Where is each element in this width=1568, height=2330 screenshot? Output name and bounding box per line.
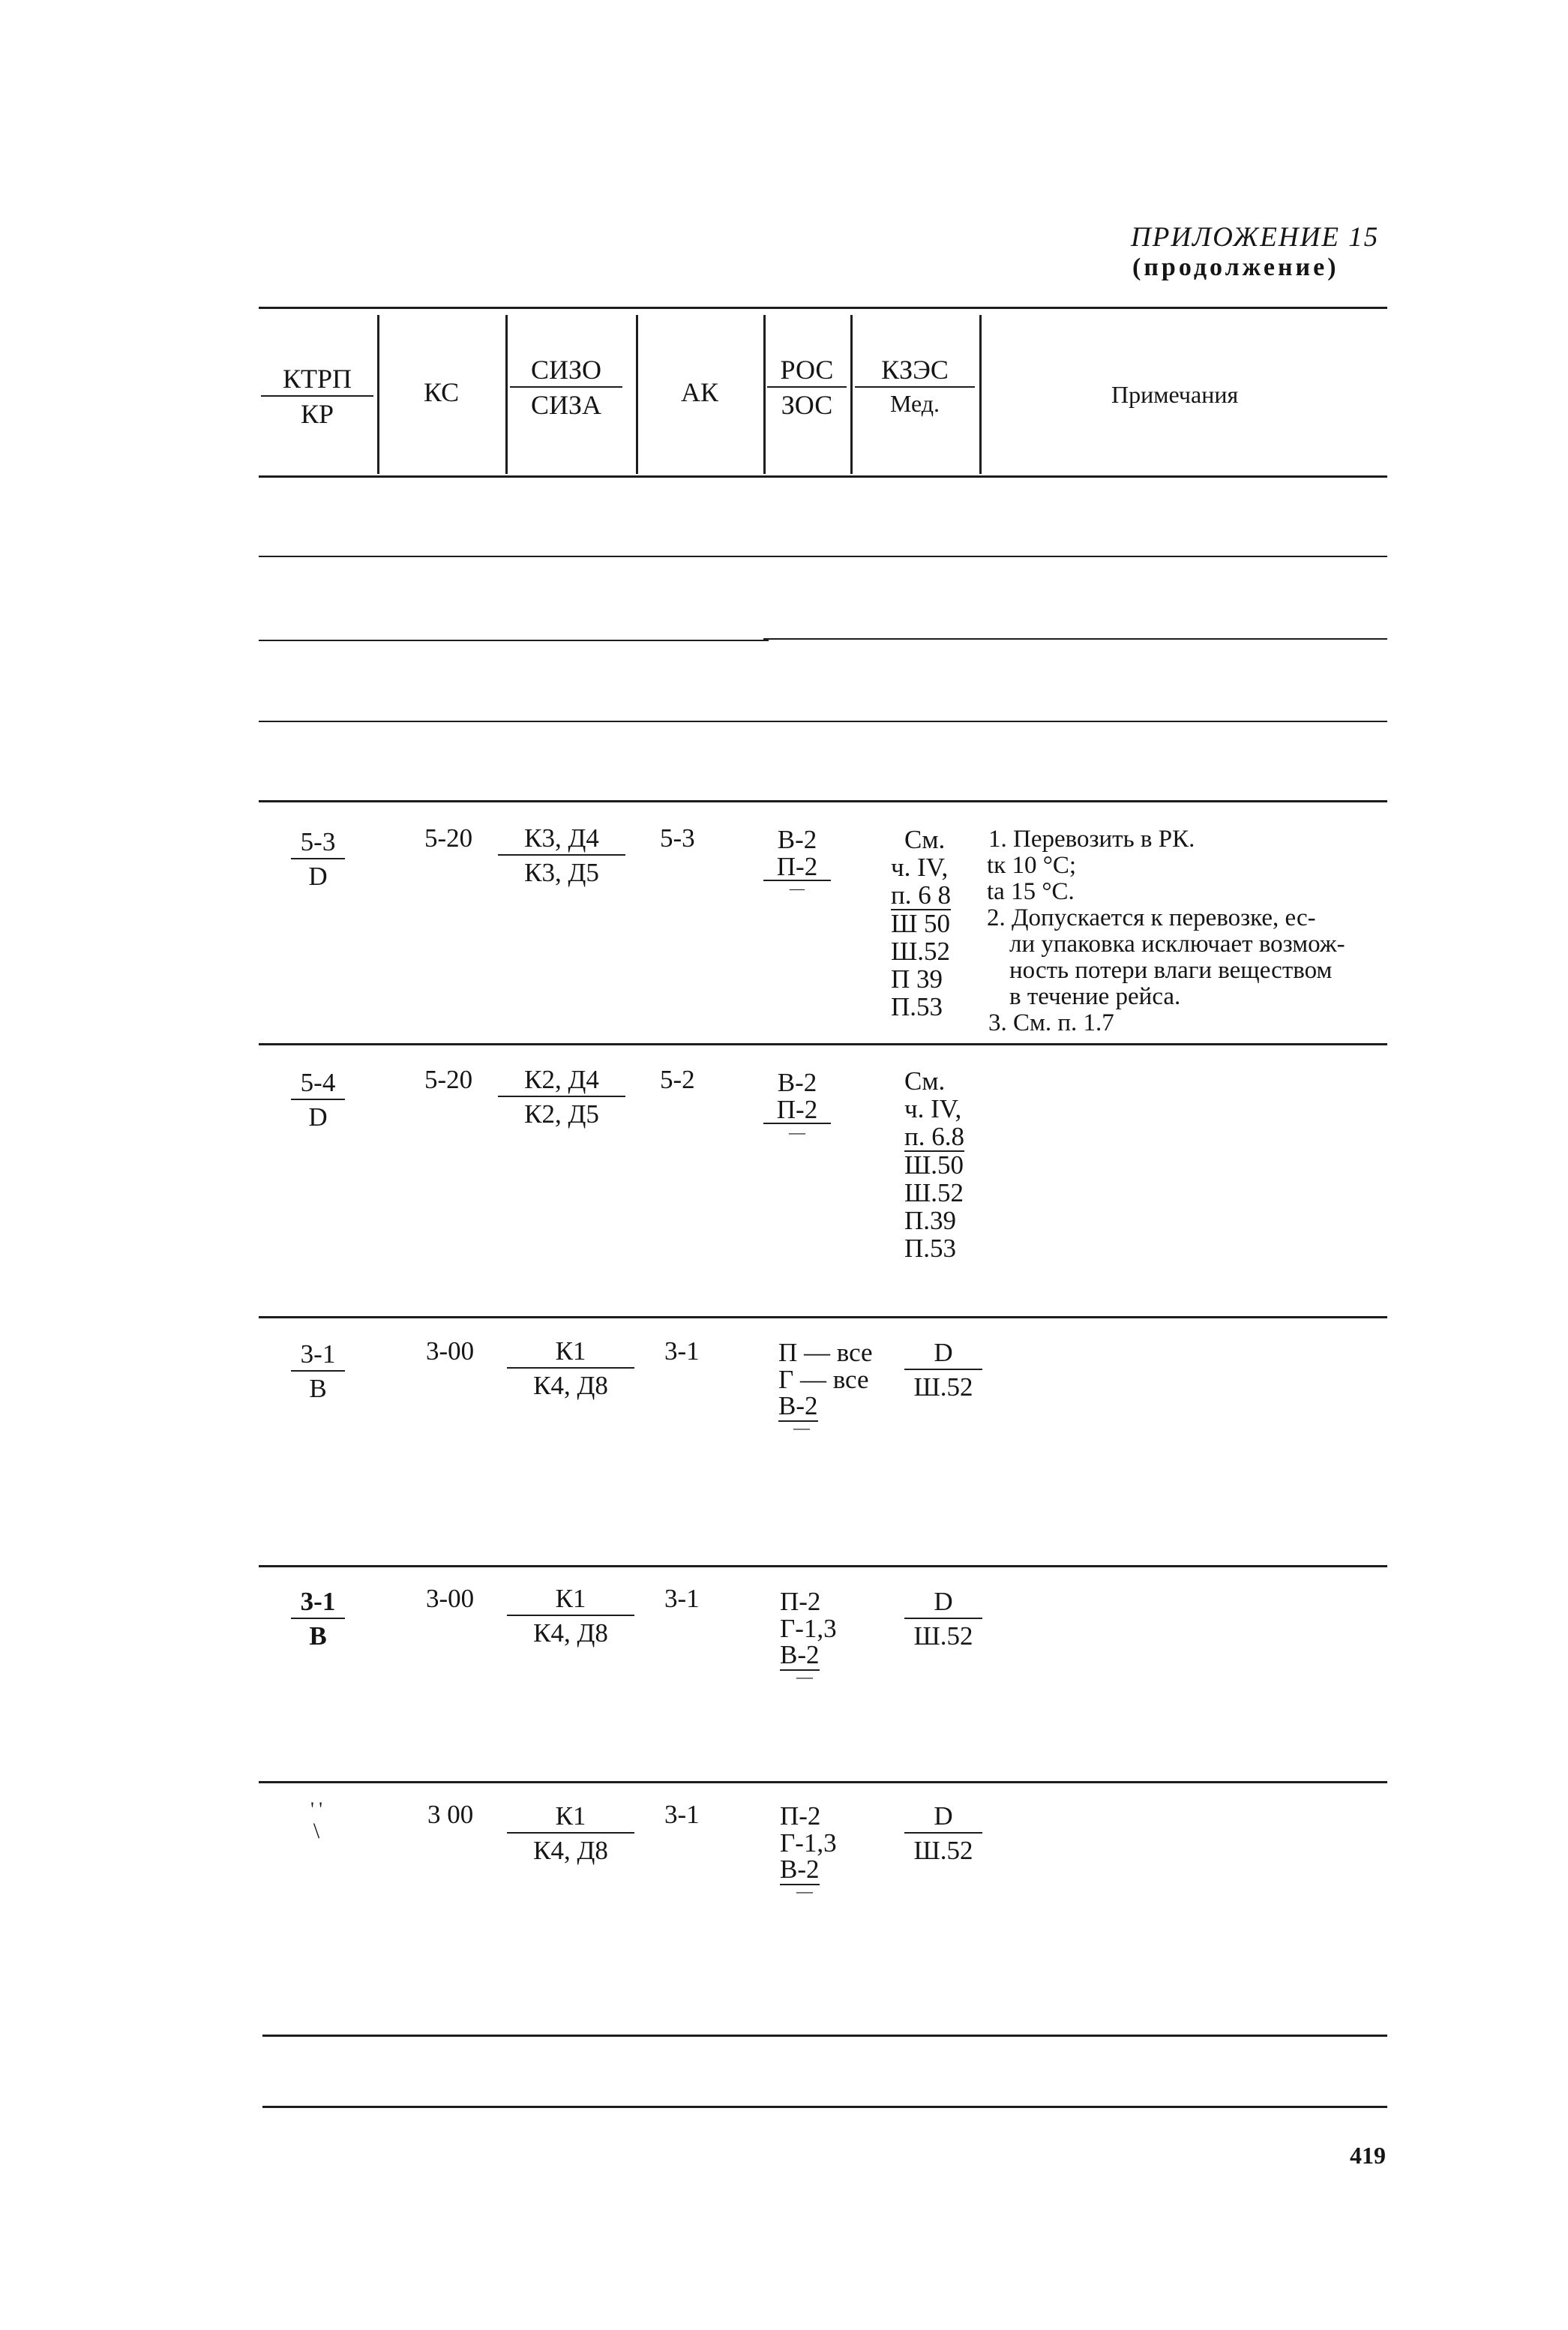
- row-rule: [259, 556, 1387, 557]
- header-ros: РОС ЗОС: [767, 356, 847, 418]
- header-top-rule: [259, 307, 1387, 309]
- row5-kzes: D Ш.52: [904, 1803, 982, 1864]
- row2-ak: 5-2: [660, 1065, 695, 1094]
- row-rule: [259, 721, 1387, 722]
- header-divider-2: [505, 315, 508, 474]
- table-bottom-rule: [262, 2106, 1387, 2108]
- header-ktrp: КТРП КР: [261, 365, 373, 427]
- header-kzes: КЗЭС Мед.: [855, 356, 975, 415]
- row-rule: [259, 1565, 1387, 1567]
- header-divider-1: [377, 315, 379, 474]
- row5-ak: 3-1: [664, 1800, 700, 1829]
- header-divider-6: [979, 315, 982, 474]
- row4-ak: 3-1: [664, 1584, 700, 1613]
- row5-sizo: К1 К4, Д8: [507, 1803, 634, 1864]
- row3-ak: 3-1: [664, 1336, 700, 1366]
- page-number: 419: [1350, 2142, 1386, 2169]
- appendix-subtitle: (продолжение): [1132, 253, 1339, 281]
- header-divider-4: [763, 315, 766, 474]
- row4-kzes: D Ш.52: [904, 1588, 982, 1649]
- header-divider-3: [636, 315, 638, 474]
- row1-kzes: См. ч. IV, п. 6 8 Ш 50 Ш.52 П 39 П.53: [891, 825, 951, 1021]
- row-rule: [262, 2035, 1387, 2037]
- row5-ros: П-2 Г-1,3 В-2 —: [780, 1801, 837, 1901]
- header-ak: АК: [681, 377, 719, 407]
- row-rule: [259, 800, 1387, 802]
- row4-ktrp: 3-1 В: [291, 1588, 345, 1649]
- row-rule: [763, 638, 1387, 640]
- row3-kzes: D Ш.52: [904, 1339, 982, 1400]
- row3-ros: П — все Г — все В-2 —: [778, 1338, 873, 1438]
- row1-ak: 5-3: [660, 823, 695, 853]
- row-rule: [259, 640, 769, 641]
- row1-ks: 5-20: [424, 823, 473, 853]
- row2-ks: 5-20: [424, 1065, 473, 1094]
- row2-ros: В-2 П-2 —: [763, 1069, 831, 1141]
- row5-ktrp: ' ' \: [310, 1798, 322, 1843]
- header-notes: Примечания: [1111, 381, 1239, 408]
- row4-ks: 3-00: [426, 1584, 475, 1613]
- header-bottom-rule: [259, 475, 1387, 478]
- header-divider-5: [850, 315, 853, 474]
- row2-sizo: К2, Д4 К2, Д5: [498, 1066, 625, 1127]
- row2-kzes: См. ч. IV, п. 6.8 Ш.50 Ш.52 П.39 П.53: [904, 1066, 964, 1263]
- row1-sizo: К3, Д4 К3, Д5: [498, 825, 625, 886]
- row-rule: [259, 1316, 1387, 1318]
- row1-notes: 1. Перевозить в РК. tк 10 °С; tа 15 °С. 2. Допускается к перевозке, ес- ли упаковка исключает возмож- ность потери влаги веществом в течение рейса. 3. См. п. 1.7: [987, 826, 1345, 1036]
- row4-ros: П-2 Г-1,3 В-2 —: [780, 1587, 837, 1687]
- row5-ks: 3 00: [427, 1800, 474, 1829]
- header-sizo: СИЗО СИЗА: [510, 356, 622, 418]
- row-rule: [259, 1781, 1387, 1783]
- row3-ktrp: 3-1 В: [291, 1341, 345, 1402]
- row-rule: [259, 1043, 1387, 1045]
- row1-ros: В-2 П-2 —: [763, 826, 831, 897]
- row4-sizo: К1 К4, Д8: [507, 1585, 634, 1646]
- row3-sizo: К1 К4, Д8: [507, 1338, 634, 1399]
- row2-ktrp: 5-4 D: [291, 1069, 345, 1130]
- row1-ktrp: 5-3 D: [291, 829, 345, 889]
- header-ks: КС: [424, 377, 460, 407]
- row3-ks: 3-00: [426, 1336, 475, 1366]
- appendix-title: ПРИЛОЖЕНИЕ 15: [1131, 222, 1380, 253]
